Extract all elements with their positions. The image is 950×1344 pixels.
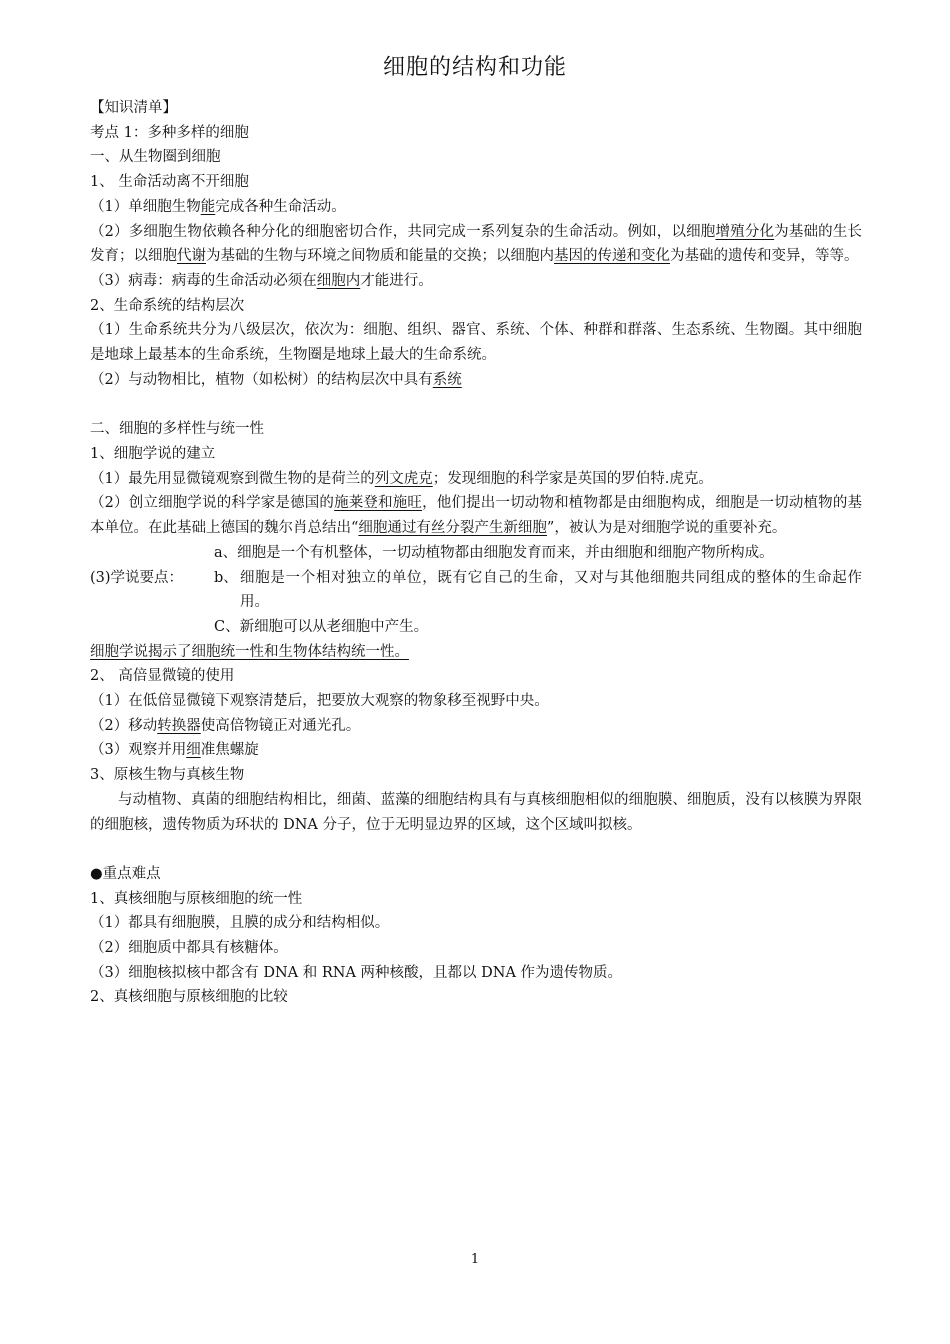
point-a: a、细胞是一个有机整体，一切动植物都由细胞发育而来，并由细胞和细胞产物所构成。 [214,544,774,561]
text-span: 为基础的生长发育；以细胞 [90,223,863,265]
part2-heading: 二、细胞的多样性与统一性 [90,421,264,438]
part1-heading: 一、从生物圈到细胞 [90,149,221,166]
underlined-term: 细胞内 [316,272,361,289]
text-span: 完成各种生命活动。 [215,198,346,215]
text-span: （1）单细胞生物 [90,198,201,215]
key-heading: ●重点难点 [90,865,161,882]
underlined-term: 基因的传递和变化 [554,248,670,265]
key-sub1: 1、真核细胞与原核细胞的统一性 [90,890,303,907]
points-label: (3)学说要点： [90,569,184,586]
underlined-term: 细胞学说揭示了细胞统一性和生物体结构统一性。 [90,643,409,660]
point-b [214,566,862,615]
paragraph-prokaryote: 与动植物、真菌的细胞结构相比，细菌、蓝藻的细胞结构具有与真核细胞相似的细胞膜、细胞质，没有以核膜为界限的细胞核，遗传物质为环状的 DNA 分子，位于无明显边界的区域，这个区域叫拟核。 [90,791,862,833]
text-span: ”，被认为是对细胞学说的重要补充。 [546,519,787,536]
theory-points [90,541,862,640]
underlined-term: 增殖分化 [715,223,775,240]
underlined-term: 代谢 [177,248,206,265]
paragraph-p2 [90,220,862,269]
paragraph-p4: （1）生命系统共分为八级层次，依次为：细胞、组织、器官、系统、个体、种群和群落、生态系统、生物圈。其中细胞是地球上最基本的生命系统，生物圈是地球上最大的生命系统。 [90,322,862,364]
text-span: （2）创立细胞学说的科学家是德国的 [90,495,335,512]
underlined-term: 细胞通过有丝分裂产生新细胞 [358,519,547,536]
paragraph-p1 [90,195,862,220]
text-span: （2）移动 [90,717,158,734]
spacer [90,837,862,862]
kaodian-heading: 考点 1：多种多样的细胞 [90,124,249,141]
paragraph-m3 [90,738,862,763]
underlined-term: 能 [200,198,216,215]
text-span: 才能进行。 [360,272,433,289]
underlined-term: 列文虎克 [374,470,433,487]
paragraph-p5 [90,368,862,393]
text-span: （3）病毒：病毒的生命活动必须在 [90,272,317,289]
page-number: 1 [470,1252,480,1267]
text-span: 为基础的遗传和变异，等等。 [670,248,859,265]
paragraph-k1: （1）都具有细胞膜，且膜的成分和结构相似。 [90,915,390,932]
text-span: ；发现细胞的科学家是英国的罗伯特.虎克。 [432,470,713,487]
part2-sub1: 1、细胞学说的建立 [90,445,216,462]
point-b-text: 细胞是一个相对独立的单位，既有它自己的生命，又对与其他细胞共同组成的整体的生命起作用。 [240,569,862,611]
summary-line [90,640,862,665]
point-b-label: b、 [214,569,238,586]
page-title: 细胞的结构和功能 [382,55,567,80]
text-span: （2）多细胞生物依赖各种分化的细胞密切合作，共同完成一系列复杂的生命活动。例如，以细胞 [90,223,716,240]
document-body [90,96,862,1010]
paragraph-k3: （3）细胞核拟核中都含有 DNA 和 RNA 两种核酸，且都以 DNA 作为遗传物质。 [90,964,623,981]
paragraph-k2: （2）细胞质中都具有核糖体。 [90,940,288,957]
underlined-term: 系统 [432,371,462,388]
underlined-term: 细 [186,742,201,759]
part2-sub2: 2、 高倍显微镜的使用 [90,668,235,685]
point-c: C、新细胞可以从老细胞中产生。 [214,618,429,635]
part1-sub2: 2、生命系统的结构层次 [90,297,245,314]
underlined-term: 转换器 [157,717,201,734]
section-header: 【知识清单】 [90,100,177,116]
underlined-term: 施莱登和施旺 [334,495,423,512]
paragraph-q1 [90,467,862,492]
part1-sub1: 1、 生命活动离不开细胞 [90,174,249,191]
text-span: （2）与动物相比，植物（如松树）的结构层次中具有 [90,371,433,388]
text-span: （1）最先用显微镜观察到微生物的是荷兰的 [90,470,375,487]
text-span: （3）观察并用 [90,742,187,759]
text-span: 为基础的生物与环境之间物质和能量的交换；以细胞内 [206,248,554,265]
text-span: 使高倍物镜正对通光孔。 [200,717,361,734]
text-span: ，他们提出一切动物和植物都是由细胞构成，细胞是一切动植物的基本单位。在此基础上德国的魏尔肖总结出“ [90,495,862,536]
text-span: 准焦螺旋 [200,742,259,759]
paragraph-q2 [90,491,862,540]
spacer [90,392,862,417]
key-sub2: 2、真核细胞与原核细胞的比较 [90,989,288,1006]
paragraph-m1: （1）在低倍显微镜下观察清楚后，把要放大观察的物象移至视野中央。 [90,693,549,710]
paragraph-m2 [90,714,862,739]
part2-sub3: 3、原核生物与真核生物 [90,767,245,784]
paragraph-p3 [90,269,862,294]
